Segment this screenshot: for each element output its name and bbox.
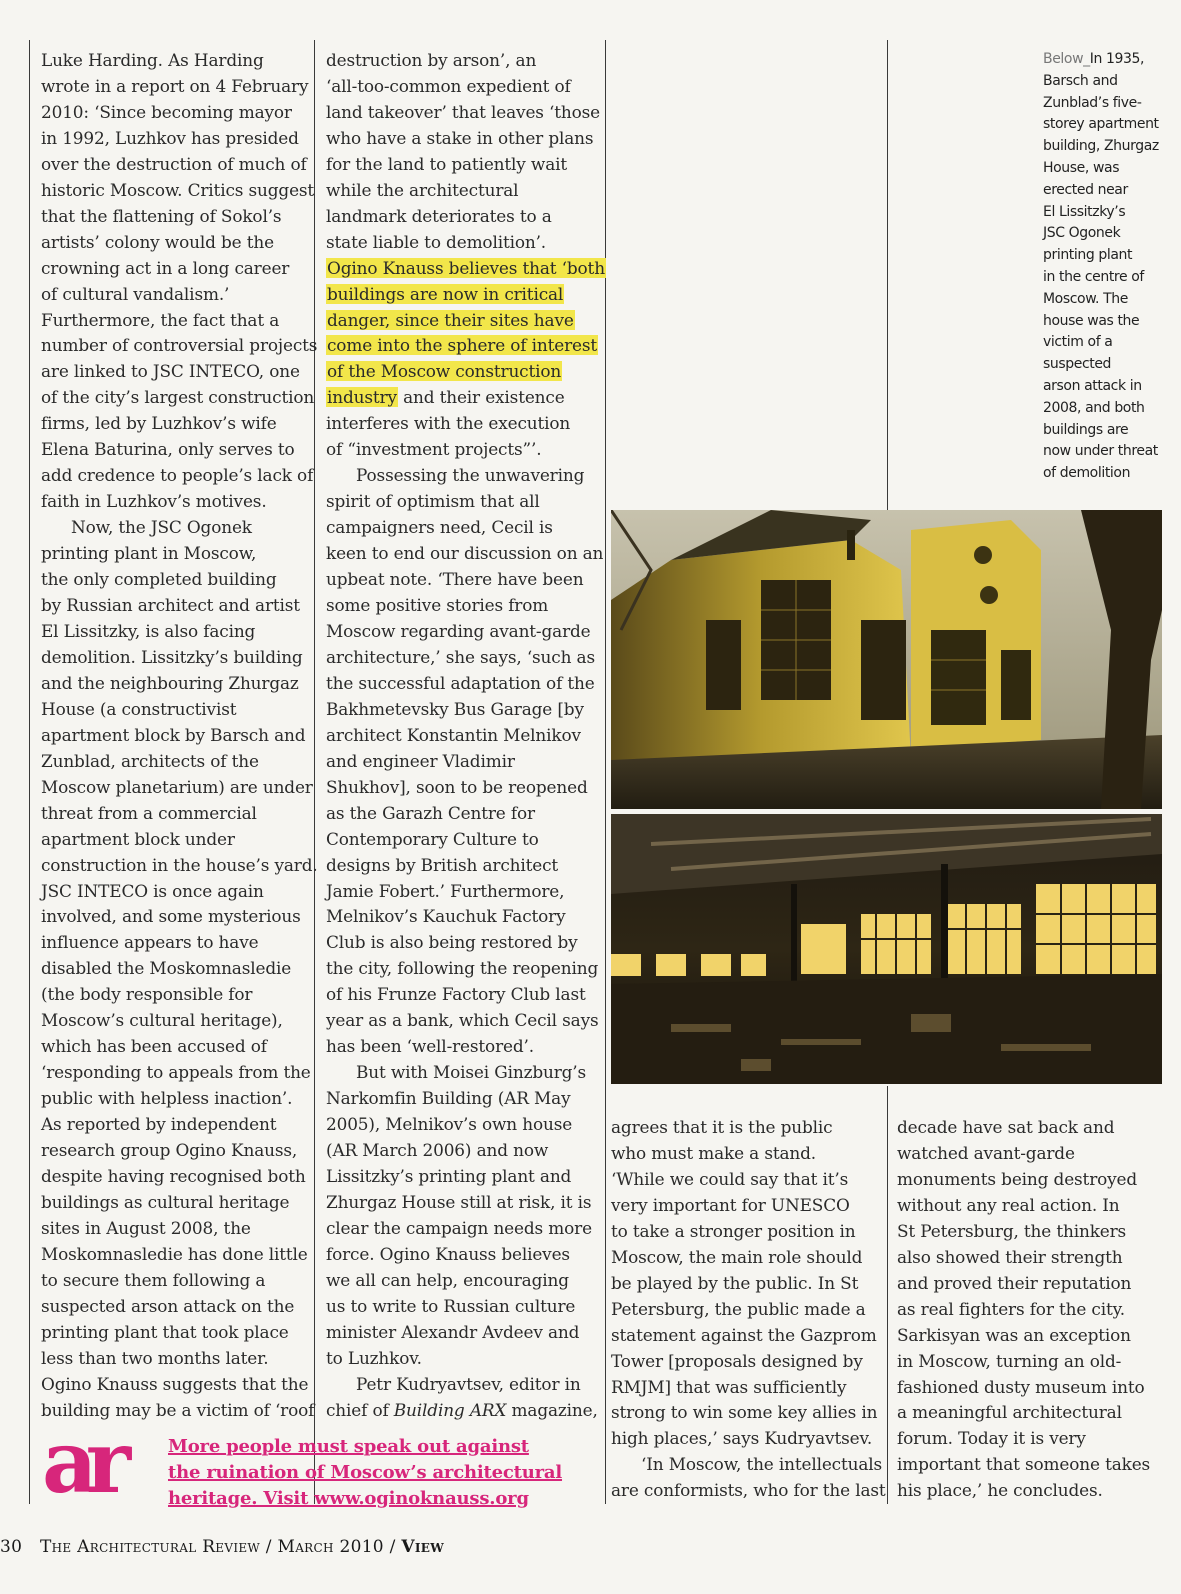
paragraph-line: printing plant in Moscow,: [41, 543, 257, 564]
paragraph-line: while the architectural: [326, 179, 519, 200]
photo-caption: [1043, 49, 1171, 485]
highlight: buildings are now in critical: [327, 283, 564, 304]
paragraph-line: and proved their reputation: [897, 1272, 1132, 1293]
paragraph-line: Furthermore, the fact that a: [41, 309, 280, 330]
paragraph-line: are conformists, who for the last: [611, 1480, 886, 1501]
paragraph-line: over the destruction of much of: [41, 153, 307, 174]
paragraph-line: number of controversial projects: [41, 335, 318, 356]
line-tail: and their existence: [397, 387, 565, 408]
paragraph-line: sites in August 2008, the: [41, 1217, 251, 1238]
paragraph-line: Zunblad, architects of the: [41, 750, 259, 771]
paragraph-line: construction in the house’s yard.: [41, 854, 318, 875]
paragraph-line: involved, and some mysterious: [41, 906, 301, 927]
paragraph-line: a meaningful architectural: [897, 1402, 1122, 1423]
paragraph-line: printing plant that took place: [41, 1321, 289, 1342]
separator: /: [383, 1537, 402, 1557]
paragraph-line: Moscow, the main role should: [611, 1246, 863, 1267]
paragraph-line-last: [326, 1398, 606, 1424]
paragraph-line: Elena Baturina, only serves to: [41, 439, 295, 460]
paragraph-line: keen to end our discussion on an: [326, 543, 604, 564]
caption-line: JSC Ogonek: [1043, 225, 1121, 242]
paragraph-line: as the Garazh Centre for: [326, 802, 535, 823]
magazine-title-italic: Building ARX: [393, 1399, 507, 1420]
paragraph-line: But with Moisei Ginzburg’s: [356, 1062, 587, 1083]
highlighted-line: [326, 359, 606, 385]
paragraph-line: Luke Harding. As Harding: [41, 50, 264, 70]
page-number: 30: [0, 1537, 23, 1557]
caption-line: in the centre of: [1043, 268, 1144, 285]
paragraph-line: the successful adaptation of the: [326, 672, 595, 693]
promo-text[interactable]: [168, 1434, 562, 1512]
paragraph-line: Petr Kudryavtsev, editor in: [356, 1373, 581, 1394]
paragraph-line: 2010: ‘Since becoming mayor: [41, 101, 292, 122]
caption-line: suspected: [1043, 356, 1112, 373]
photo-printing-plant-interior: [611, 814, 1162, 1084]
paragraph-line: Club is also being restored by: [326, 932, 578, 953]
paragraph-line: buildings as cultural heritage: [41, 1191, 290, 1212]
exterior-photo-illustration: [611, 510, 1162, 809]
paragraph-line: influence appears to have: [41, 932, 259, 953]
paragraph-line: RMJM] that was sufficiently: [611, 1376, 847, 1397]
highlighted-line: [326, 256, 606, 282]
paragraph-line: JSC INTECO is once again: [41, 880, 264, 901]
paragraph-line: firms, led by Luzhkov’s wife: [41, 413, 277, 434]
paragraph-line: Possessing the unwavering: [356, 465, 585, 486]
paragraph-line: who have a stake in other plans: [326, 127, 594, 148]
paragraph-line: clear the campaign needs more: [326, 1217, 592, 1238]
paragraph-line: minister Alexandr Avdeev and: [326, 1321, 580, 1342]
caption-line: house was the: [1043, 312, 1140, 329]
paragraph-line: Bakhmetevsky Bus Garage [by: [326, 698, 584, 719]
paragraph-line: also showed their strength: [897, 1246, 1123, 1267]
paragraph-line: Moscow regarding avant-garde: [326, 620, 591, 641]
paragraph-line: Moskomnasledie has done little: [41, 1243, 308, 1264]
paragraph-line: land takeover’ that leaves ‘those: [326, 101, 600, 122]
paragraph-line: Contemporary Culture to: [326, 828, 539, 849]
paragraph-line: research group Ogino Knauss,: [41, 1140, 298, 1161]
column-rule-left: [29, 40, 30, 1504]
paragraph-line: upbeat note. ‘There have been: [326, 569, 584, 590]
section-name: View: [401, 1537, 444, 1557]
caption-line: storey apartment: [1043, 116, 1159, 133]
paragraph-line: landmark deteriorates to a: [326, 205, 552, 226]
paragraph-line: some positive stories from: [326, 595, 549, 616]
paragraph-line: Moscow planetarium) are under: [41, 776, 313, 797]
highlight: come into the sphere of interest: [327, 335, 598, 356]
paragraph-line: Moscow’s cultural heritage),: [41, 1010, 283, 1031]
paragraph-line: by Russian architect and artist: [41, 595, 300, 616]
paragraph-line: Jamie Fobert.’ Furthermore,: [326, 880, 565, 901]
paragraph-line: designs by British architect: [326, 854, 559, 875]
paragraph-line: threat from a commercial: [41, 802, 257, 823]
paragraph-line: suspected arson attack on the: [41, 1295, 295, 1316]
paragraph-line: House (a constructivist: [41, 698, 237, 719]
caption-line: buildings are: [1043, 421, 1129, 438]
paragraph-line: in Moscow, turning an old-: [897, 1350, 1122, 1371]
paragraph-line: less than two months later.: [41, 1347, 269, 1368]
paragraph-line: add credence to people’s lack of: [41, 465, 314, 486]
paragraph-line: us to write to Russian culture: [326, 1295, 576, 1316]
paragraph-line: faith in Luzhkov’s motives.: [41, 491, 267, 512]
paragraph-line: high places,’ says Kudryavtsev.: [611, 1428, 873, 1449]
article-column-4: [897, 1115, 1150, 1504]
paragraph-line: disabled the Moskomnasledie: [41, 958, 292, 979]
paragraph-line: St Petersburg, the thinkers: [897, 1220, 1127, 1241]
paragraph-line: and the neighbouring Zhurgaz: [41, 672, 299, 693]
paragraph-line: the city, following the reopening: [326, 958, 599, 979]
text-span: magazine,: [506, 1399, 598, 1420]
paragraph-line: monuments being destroyed: [897, 1168, 1138, 1189]
paragraph-line: 2005), Melnikov’s own house: [326, 1114, 573, 1135]
highlight: of the Moscow construction: [327, 361, 562, 382]
paragraph-line: as real fighters for the city.: [897, 1298, 1125, 1319]
paragraph-line: very important for UNESCO: [611, 1194, 850, 1215]
paragraph-line: and engineer Vladimir: [326, 750, 515, 771]
paragraph-line: Sarkisyan was an exception: [897, 1324, 1131, 1345]
ar-logo-text: ar: [42, 1434, 120, 1502]
paragraph-line: strong to win some key allies in: [611, 1402, 878, 1423]
highlighted-line: [326, 308, 606, 334]
paragraph-line: force. Ogino Knauss believes: [326, 1243, 570, 1264]
highlight: Ogino Knauss believes that ‘both: [327, 257, 605, 278]
paragraph-line: El Lissitzky, is also facing: [41, 620, 256, 641]
magazine-name: The Architectural Review: [40, 1537, 261, 1557]
paragraph-line: year as a bank, which Cecil says: [326, 1010, 599, 1031]
paragraph-line: Shukhov], soon to be reopened: [326, 776, 588, 797]
paragraph-line: campaigners need, Cecil is: [326, 517, 553, 538]
caption-line: Barsch and: [1043, 72, 1118, 89]
paragraph-line: Melnikov’s Kauchuk Factory: [326, 906, 566, 927]
paragraph-line: that the flattening of Sokol’s: [41, 205, 282, 226]
paragraph-line: As reported by independent: [41, 1114, 277, 1135]
paragraph-line: statement against the Gazprom: [611, 1324, 877, 1345]
caption-line: arson attack in: [1043, 377, 1142, 394]
caption-first-line: [1043, 49, 1171, 71]
paragraph-line: (AR March 2006) and now: [326, 1140, 549, 1161]
column-rule-4-bottom: [887, 1086, 888, 1504]
caption-line: of demolition: [1043, 465, 1131, 482]
paragraph-line: ‘responding to appeals from the: [41, 1062, 311, 1083]
paragraph-line: Narkomfin Building (AR May: [326, 1088, 571, 1109]
paragraph-line: his place,’ he concludes.: [897, 1480, 1103, 1501]
article-column-2: [326, 48, 606, 1424]
paragraph-line: are linked to JSC INTECO, one: [41, 361, 300, 382]
paragraph-line: spirit of optimism that all: [326, 491, 540, 512]
caption-line: printing plant: [1043, 247, 1133, 264]
promo-callout: [40, 1424, 600, 1512]
ar-logo-icon: [40, 1434, 168, 1502]
text-span: chief of: [326, 1399, 394, 1420]
highlight: danger, since their sites have: [327, 309, 574, 330]
caption-line: building, Zhurgaz: [1043, 138, 1159, 155]
paragraph-line: ‘While we could say that it’s: [611, 1168, 849, 1189]
interior-photo-illustration: [611, 814, 1162, 1084]
caption-line: Moscow. The: [1043, 290, 1128, 307]
caption-line: now under threat: [1043, 443, 1158, 460]
paragraph-line: artists’ colony would be the: [41, 231, 274, 252]
photo-printing-plant-exterior: [611, 510, 1162, 809]
paragraph-line: wrote in a report on 4 February: [41, 75, 309, 96]
paragraph-line: of his Frunze Factory Club last: [326, 984, 586, 1005]
paragraph-line: fashioned dusty museum into: [897, 1376, 1145, 1397]
paragraph-line: who must make a stand.: [611, 1142, 817, 1163]
paragraph-line: watched avant-garde: [897, 1142, 1075, 1163]
caption-line: El Lissitzky’s: [1043, 203, 1126, 220]
paragraph-line: destruction by arson’, an: [326, 50, 537, 70]
paragraph-line: ‘In Moscow, the intellectuals: [641, 1454, 883, 1475]
caption-label: Below_: [1043, 51, 1090, 67]
paragraph-line: of the city’s largest construction: [41, 387, 315, 408]
paragraph-line: to Luzhkov.: [326, 1347, 422, 1368]
paragraph-line: be played by the public. In St: [611, 1272, 859, 1293]
paragraph-line: ‘all-too-common expedient of: [326, 75, 571, 96]
paragraph-line: which has been accused of: [41, 1036, 267, 1057]
paragraph-line: Now, the JSC Ogonek: [71, 517, 252, 538]
paragraph-line: crowning act in a long career: [41, 257, 290, 278]
paragraph-line: the only completed building: [41, 569, 277, 590]
highlighted-line: [326, 282, 606, 308]
paragraph-line: Tower [proposals designed by: [611, 1350, 863, 1371]
article-column-3: [611, 1115, 886, 1504]
paragraph-line: agrees that it is the public: [611, 1117, 833, 1137]
paragraph-line: for the land to patiently wait: [326, 153, 568, 174]
paragraph-line: important that someone takes: [897, 1454, 1151, 1475]
paragraph-line: in 1992, Luzhkov has presided: [41, 127, 299, 148]
paragraph-line: Ogino Knauss suggests that the: [41, 1373, 309, 1394]
highlight-tail-line: [326, 385, 606, 411]
separator: /: [260, 1537, 278, 1557]
paragraph-line: decade have sat back and: [897, 1117, 1115, 1137]
paragraph-line: has been ‘well-restored’.: [326, 1036, 534, 1057]
promo-link-line[interactable]: heritage. Visit www.oginoknauss.org: [168, 1488, 529, 1509]
paragraph-line: interferes with the execution: [326, 413, 571, 434]
caption-line: Zunblad’s five-: [1043, 94, 1142, 111]
caption-line: House, was: [1043, 159, 1120, 176]
paragraph-line: apartment block by Barsch and: [41, 724, 306, 745]
paragraph-line: we all can help, encouraging: [326, 1269, 569, 1290]
footer-running-title: [40, 1537, 444, 1557]
paragraph-line: of “investment projects”’.: [326, 439, 542, 460]
paragraph-line: of cultural vandalism.’: [41, 283, 230, 304]
paragraph-line: apartment block under: [41, 828, 235, 849]
paragraph-line: to take a stronger position in: [611, 1220, 856, 1241]
paragraph-line: to secure them following a: [41, 1269, 266, 1290]
paragraph-line: state liable to demolition’.: [326, 231, 547, 252]
paragraph-line: historic Moscow. Critics suggest: [41, 179, 315, 200]
paragraph-line: forum. Today it is very: [897, 1428, 1086, 1449]
caption-line: victim of a: [1043, 334, 1113, 351]
paragraph-line: demolition. Lissitzky’s building: [41, 646, 303, 667]
caption-line: In 1935,: [1089, 51, 1145, 67]
paragraph-line: (the body responsible for: [41, 984, 253, 1005]
paragraph-line: despite having recognised both: [41, 1165, 306, 1186]
article-column-1: [41, 48, 318, 1424]
highlighted-word: industry: [327, 387, 397, 408]
paragraph-line: architecture,’ she says, ‘such as: [326, 646, 595, 667]
paragraph-line: public with helpless inaction’.: [41, 1088, 293, 1109]
paragraph-line: Petersburg, the public made a: [611, 1298, 866, 1319]
caption-line: 2008, and both: [1043, 399, 1145, 416]
paragraph-line: building may be a victim of ‘roof: [41, 1399, 315, 1420]
paragraph-line: Lissitzky’s printing plant and: [326, 1165, 572, 1186]
promo-line[interactable]: the ruination of Moscow’s architectural: [168, 1462, 563, 1483]
paragraph-line: Zhurgaz House still at risk, it is: [326, 1191, 592, 1212]
paragraph-line: without any real action. In: [897, 1194, 1120, 1215]
column-rule-4-top: [887, 40, 888, 510]
paragraph-line: architect Konstantin Melnikov: [326, 724, 581, 745]
promo-line[interactable]: More people must speak out against: [168, 1436, 529, 1457]
caption-line: erected near: [1043, 181, 1128, 198]
issue-date: March 2010: [277, 1537, 384, 1557]
highlighted-line: [326, 333, 606, 359]
